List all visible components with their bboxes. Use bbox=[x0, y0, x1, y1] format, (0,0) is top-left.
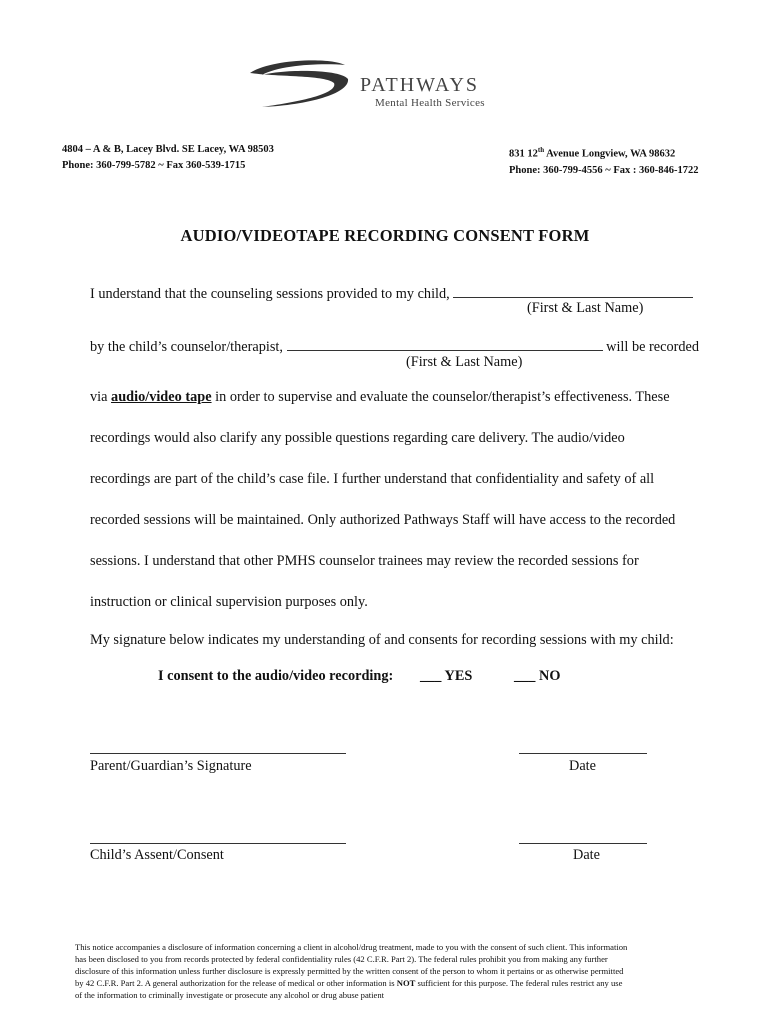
notice-line-4: by 42 C.F.R. Part 2. A general authorization for the release of medical or other information is NOT sufficient for this purpose. The federal rules restrict any use bbox=[75, 978, 623, 988]
body-line-7: sessions. I understand that other PMHS counselor trainees may review the recorded sessions for bbox=[90, 553, 639, 569]
address-right bbox=[509, 142, 698, 179]
audio-video-tape-emphasis: audio/video tape bbox=[111, 389, 212, 405]
consent-question: I consent to the audio/video recording: bbox=[158, 668, 394, 684]
body-line-1: I understand that the counseling sessions provided to my child, bbox=[90, 283, 693, 303]
parent-date-line[interactable] bbox=[519, 753, 647, 754]
address-right-line2: Phone: 360-799-4556 ~ Fax : 360-846-1722 bbox=[509, 164, 699, 176]
parent-signature-label: Parent/Guardian’s Signature bbox=[90, 758, 252, 774]
body-line-3: via audio/video tape in order to supervise and evaluate the counselor/therapist’s effectiveness. These bbox=[90, 389, 670, 405]
body-line-5: recordings are part of the child’s case file. I further understand that confidentiality and safety of all bbox=[90, 471, 655, 487]
body-line-9: My signature below indicates my understanding of and consents for recording sessions with my child: bbox=[90, 632, 674, 648]
consent-no-blank[interactable]: ___ bbox=[514, 668, 536, 684]
body-line-6: recorded sessions will be maintained. Only authorized Pathways Staff will have access to the recorded bbox=[90, 512, 676, 528]
confidentiality-notice bbox=[75, 941, 627, 1001]
child-date-label: Date bbox=[573, 847, 600, 863]
child-name-hint: (First & Last Name) bbox=[527, 300, 644, 316]
address-left-line1: 4804 – A & B, Lacey Blvd. SE Lacey, WA 98503 bbox=[62, 144, 274, 155]
body-line-4: recordings would also clarify any possible questions regarding care delivery. The audio/video bbox=[90, 430, 625, 446]
pathways-logo bbox=[240, 55, 540, 115]
child-name-field[interactable] bbox=[453, 283, 693, 298]
body-line-8: instruction or clinical supervision purposes only. bbox=[90, 594, 368, 610]
counselor-name-hint: (First & Last Name) bbox=[406, 354, 523, 370]
child-date-line[interactable] bbox=[519, 843, 647, 844]
form-title: AUDIO/VIDEOTAPE RECORDING CONSENT FORM bbox=[180, 226, 590, 245]
logo-name: PATHWAYS bbox=[360, 74, 480, 96]
address-left-line2: Phone: 360-799-5782 ~ Fax 360-539-1715 bbox=[62, 160, 246, 171]
consent-yes-label: YES bbox=[444, 668, 473, 684]
consent-no-label: NO bbox=[539, 668, 561, 684]
parent-signature-line[interactable] bbox=[90, 753, 346, 754]
consent-yes-blank[interactable]: ___ bbox=[420, 668, 442, 684]
logo-subtitle: Mental Health Services bbox=[375, 97, 485, 109]
child-assent-label: Child’s Assent/Consent bbox=[90, 847, 224, 863]
parent-date-label: Date bbox=[569, 758, 596, 774]
child-assent-line[interactable] bbox=[90, 843, 346, 844]
notice-line-2: has been disclosed to you from records protected by federal confidentiality rules (42 C.F.R. Part 2). The federal rules prohibit you from making any further bbox=[75, 954, 608, 964]
consent-no-option[interactable] bbox=[514, 668, 560, 685]
address-right-line1: 831 12th Avenue Longview, WA 98632 bbox=[509, 146, 676, 160]
counselor-name-field[interactable] bbox=[287, 336, 603, 351]
consent-yes-option[interactable] bbox=[420, 668, 472, 685]
logo-swoosh-icon bbox=[240, 55, 370, 115]
notice-line-1: This notice accompanies a disclosure of information concerning a client in alcohol/drug treatment, made to you with the consent of such client. This information bbox=[75, 942, 628, 952]
body-line-2: by the child’s counselor/therapist, will be recorded bbox=[90, 336, 699, 356]
notice-line-3: disclosure of this information unless further disclosure is expressly permitted by the written consent of the person to whom it pertains or as otherwise permitted bbox=[75, 966, 624, 976]
notice-line-5: of the information to criminally investigate or prosecute any alcohol or drug abuse patient bbox=[75, 990, 385, 1000]
address-left bbox=[62, 142, 274, 174]
